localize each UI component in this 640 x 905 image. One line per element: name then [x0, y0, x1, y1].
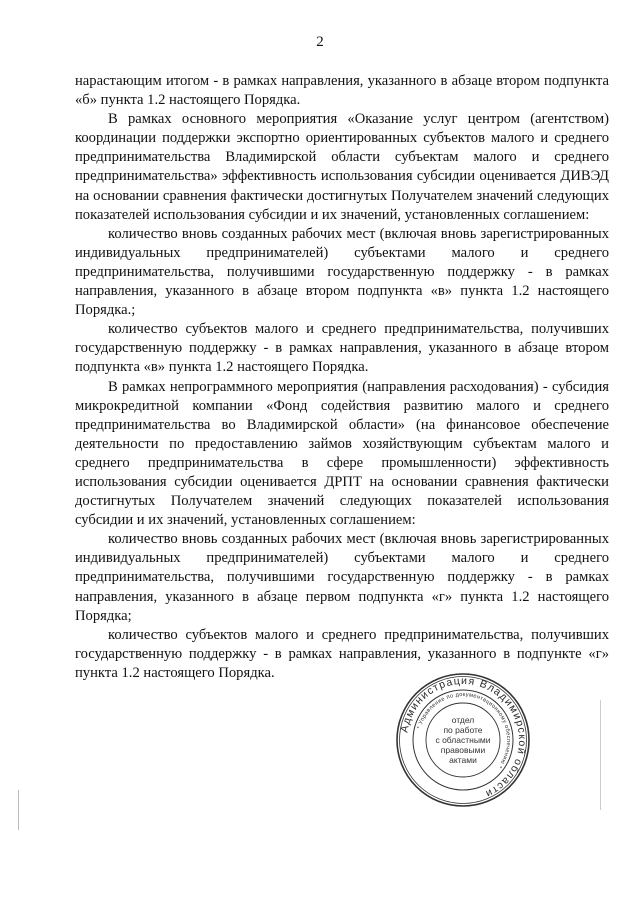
- stamp-line: правовыми: [440, 745, 486, 755]
- document-body: [75, 72, 609, 683]
- paragraph-5: В рамках непрограммного мероприятия (направления расходования) - субсидия микрокредитной компании «Фонд содействия развитию малого и среднего предпринимательства во Владимирской области» (на финансовое обеспечение деятельности по предоставлению займов хозяйствующим субъектам малого и среднего предпринимательства в сфере промышленности) эффективность использования субсидии оценивается ДРПТ на основании сравнения фактически достигнутых Получателем значений следующих показателей использования субсидии и их значений, установленных соглашением:: [75, 378, 609, 529]
- stamp-line: актами: [449, 755, 477, 765]
- stamp-outer-text: Администрация Владимирской области: [398, 674, 529, 801]
- paragraph-2: В рамках основного мероприятия «Оказание услуг центром (агентством) координации поддержки экспортно ориентированных субъектов малого и среднего предпринимательства Владимирской области субъектам малого и среднего предпринимательства» эффективность использования субсидии оценивается ДИВЭД на основании сравнения фактически достигнутых Получателем значений следующих показателей использования субсидии и их значений, установленных соглашением:: [75, 111, 609, 223]
- scan-mark-left: [18, 790, 19, 830]
- paragraph-7: количество субъектов малого и среднего предпринимательства, получивших государственную поддержку - в рамках направления, указанного в подпункте «г» пункта 1.2 настоящего Порядка.: [75, 626, 609, 681]
- page-number: 2: [316, 34, 324, 50]
- stamp-line: с областными: [435, 735, 491, 745]
- stamp-line: отдел: [451, 715, 475, 725]
- stamp-center-text: [395, 672, 531, 808]
- paragraph-3: количество вновь созданных рабочих мест (включая вновь зарегистрированных индивидуальных предпринимателей) субъектами малого и среднего предпринимательства, получившими государственную поддержку - в рамках направления, указанного в абзаце втором подпункта «в» пункта 1.2 настоящего Порядка.;: [75, 225, 609, 319]
- stamp-line: по работе: [443, 725, 483, 735]
- paragraph-6: количество вновь созданных рабочих мест (включая вновь зарегистрированных индивидуальных предпринимателей) субъектами малого и среднего предпринимательства, получившими государственную поддержку - в рамках направления, указанного в абзаце первом подпункта «г» пункта 1.2 настоящего Порядка;: [75, 531, 609, 624]
- paragraph-1: нарастающим итогом - в рамках направления, указанного в абзаце втором подпункта «б» пункта 1.2 настоящего Порядка.: [75, 73, 609, 109]
- scan-mark-right: [600, 700, 601, 810]
- stamp-inner-text: * Управление по документационному обеспечению *: [416, 691, 512, 770]
- paragraph-4: количество субъектов малого и среднего предпринимательства, получивших государственную поддержку - в рамках направления, указанного в абзаце втором подпункта «в» пункта 1.2 настоящего Порядка.: [75, 321, 609, 376]
